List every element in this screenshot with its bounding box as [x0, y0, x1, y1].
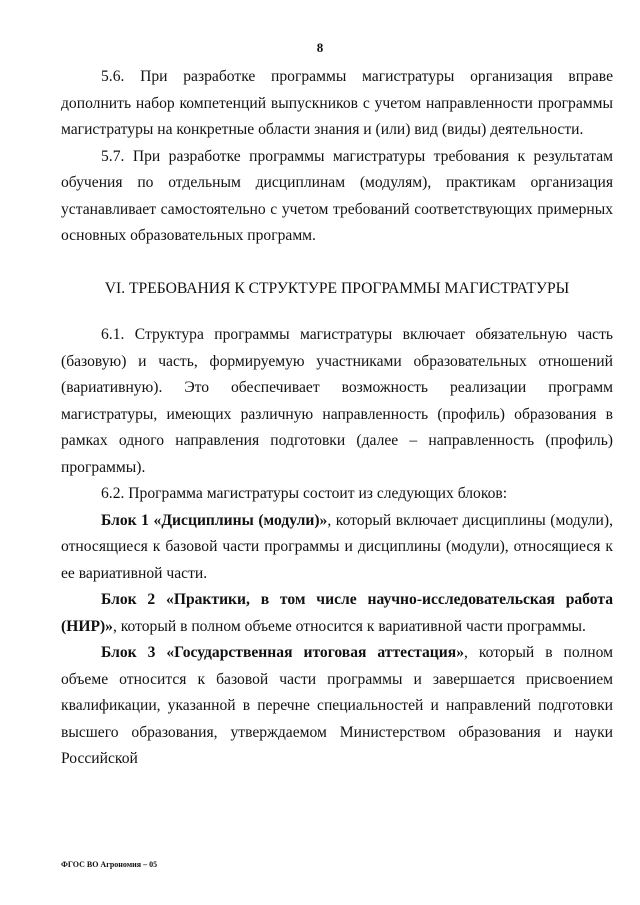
- block-1-title: Блок 1 «Дисциплины (модули)»: [101, 511, 328, 529]
- paragraph-6-1: 6.1. Структура программы магистратуры включает обязательную часть (базовую) и часть, формируемую участниками образовательных отношений (вариативную). Это обеспечивает возможность реализации программ магистратуры, имеющих различную направленность (профиль) образования в рамках одного направления подготовки (далее – направленность (профиль) программы).: [61, 326, 613, 476]
- block-3-title: Блок 3 «Государственная итоговая аттестация»: [101, 644, 465, 661]
- block-1-paragraph: [61, 508, 613, 588]
- block-3-text: , который в полном объеме относится к базовой части программы и завершается присвоением квалификации, указанной в перечне специальностей и направлений подготовки высшего образования, утверждаемом Министерством образования и науки Российской: [61, 644, 613, 767]
- page-number: 8: [316, 40, 324, 55]
- block-2-paragraph: [61, 587, 613, 640]
- page-footer: ФГОС ВО Агрономия – 05: [61, 860, 158, 869]
- block-2-title: Блок 2 «Практики, в том числе научно-исследовательская работа (НИР)»: [61, 591, 613, 635]
- section-heading: VI. ТРЕБОВАНИЯ К СТРУКТУРЕ ПРОГРАММЫ МАГИСТРАТУРЫ: [104, 279, 570, 297]
- paragraph-6-2: 6.2. Программа магистратуры состоит из следующих блоков:: [101, 485, 508, 502]
- paragraph-5-7: 5.7. При разработке программы магистратуры требования к результатам обучения по отдельным дисциплинам (модулям), практикам организация устанавливает самостоятельно с учетом требований соответствующих примерных основных образовательных программ.: [61, 147, 613, 244]
- block-2-text: , который в полном объеме относится к вариативной части программы.: [112, 617, 586, 635]
- block-1-text: , который включает дисциплины (модули), относящиеся к базовой части программы и дисциплины (модули), относящиеся к ее вариативной части.: [61, 511, 613, 582]
- paragraph-5-6: 5.6. При разработке программы магистратуры организация вправе дополнить набор компетенций выпускников с учетом направленности программы магистратуры на конкретные области знания и (или) вид (виды) деятельности.: [61, 68, 613, 138]
- block-3-paragraph: [61, 640, 613, 773]
- document-body: [61, 64, 613, 773]
